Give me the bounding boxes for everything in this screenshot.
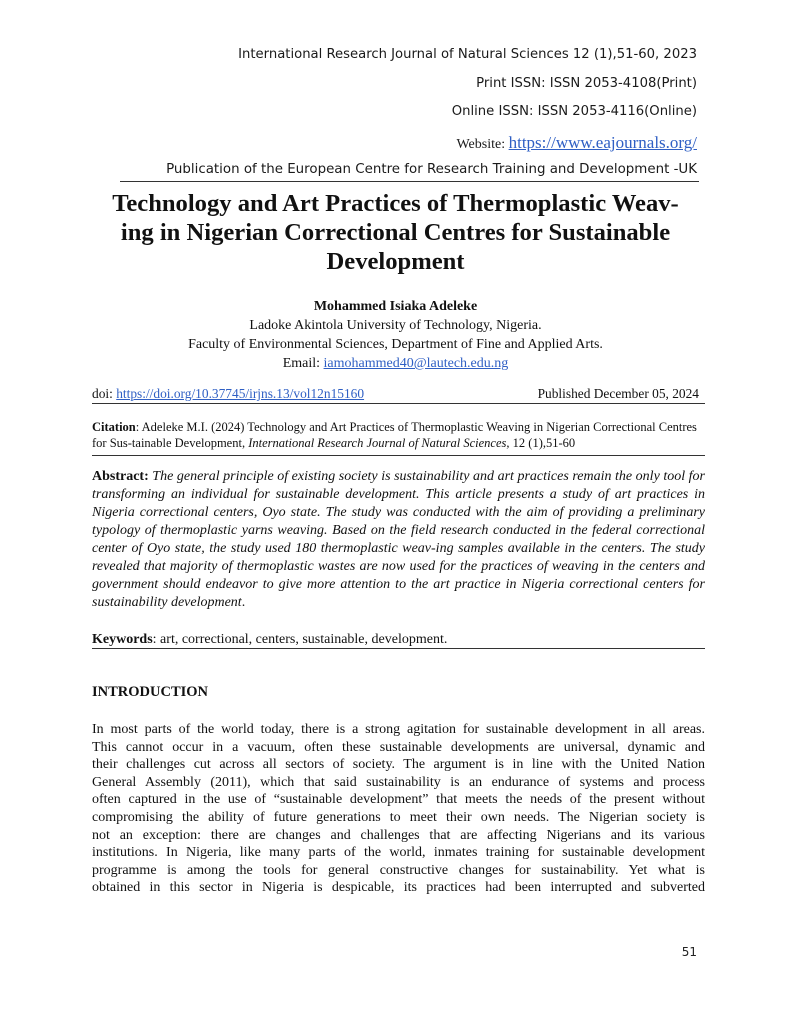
body-line: institutions. In Nigeria, like many parts of the world, inmates training for sustainable development (92, 845, 705, 861)
doi-row (92, 386, 705, 402)
print-issn: Print ISSN: ISSN 2053-4108(Print) (476, 76, 697, 91)
title-line: Development (326, 248, 465, 275)
website-label: Website: (456, 137, 509, 152)
abstract-text: The general principle of existing society is sustainability and art practices remain the only tool for transforming an individual for sustainable development. This article presents a study of art practices in Nigeria correctional centers, Oyo state. The study was conducted with the aim of providing a preliminary typology of thermoplastic yarns weaving. Based on the field research conducted in the federal correctional center of Oyo state, the study used 180 thermoplastic weav-ing samples available in the centers. The study revealed that majority of thermoplastic wastes are now used for the practices of weaving in the centers and government should endeavor to give more attention to the art practice in Nigeria correctional centers for sustainability development (92, 469, 705, 610)
abstract (92, 468, 705, 612)
abstract-label: Abstract: (92, 469, 149, 484)
author-email-line (80, 354, 711, 373)
page-number: 51 (681, 945, 697, 959)
title-line: Technology and Art Practices of Thermoplastic Weav- (112, 190, 679, 217)
publisher-line: Publication of the European Centre for Research Training and Development -UK (166, 162, 697, 177)
section-heading-introduction: INTRODUCTION (92, 684, 209, 700)
published-date: Published December 05, 2024 (537, 386, 699, 401)
citation-divider (92, 455, 705, 456)
journal-header-line: International Research Journal of Natural Sciences 12 (1),51-60, 2023 (238, 47, 697, 62)
title-line: ing in Nigerian Correctional Centres for Sustainable (120, 219, 671, 246)
body-line: their challenges cut across all sectors of society. The argument is in line with the United Nation (92, 757, 705, 773)
email-label: Email: (282, 356, 324, 371)
body-line: This cannot occur in a vacuum, often these sustainable developments are universal, dynamic and (92, 739, 705, 755)
doi-link[interactable]: https://doi.org/10.37745/irjns.13/vol12n15160 (116, 386, 365, 401)
doi-label: doi: (92, 386, 117, 401)
keywords (92, 631, 705, 649)
citation-label: Citation (92, 420, 136, 434)
header-divider (120, 181, 699, 182)
doi-divider (92, 403, 705, 404)
keywords-text: : art, correctional, centers, sustainable, development. (152, 632, 448, 647)
body-line: often captured in the use of “sustainable development” that meets the needs of the present without (92, 792, 705, 808)
abstract-end: . (241, 595, 246, 610)
website-line (456, 133, 697, 153)
citation-text: : Adeleke M.I. (2024) Technology and Art Practices of Thermoplastic Weaving in Nigerian Correctional Centres for Sus-tainable Development, (92, 420, 697, 450)
introduction-paragraph (92, 721, 705, 897)
affiliation-department: Faculty of Environmental Sciences, Department of Fine and Applied Arts. (188, 337, 603, 352)
email-link[interactable]: iamohammed40@lautech.edu.ng (323, 356, 509, 371)
body-line: obtained in this sector in Nigeria is despicable, its practices had been interrupted and subverted (92, 880, 705, 896)
online-issn: Online ISSN: ISSN 2053-4116(Online) (451, 104, 697, 119)
affiliation-university: Ladoke Akintola University of Technology, Nigeria. (249, 318, 542, 333)
body-line: General Assembly (2011), which that said sustainability is an endurance of systems and process (92, 774, 705, 790)
body-line: In most parts of the world today, there is a strong agitation for sustainable development in all areas. (92, 722, 705, 737)
citation-journal: International Research Journal of Natural Sciences, (248, 436, 510, 450)
body-line: programme is among the tools for general constructive changes for sustainability. Yet what is (92, 862, 705, 878)
article-title (80, 189, 711, 276)
author-block (80, 297, 711, 373)
citation-block (92, 419, 705, 451)
website-link[interactable]: https://www.eajournals.org/ (508, 133, 697, 152)
keywords-divider (92, 648, 705, 649)
citation-pages: 12 (1),51-60 (509, 436, 576, 450)
keywords-label: Keywords (92, 632, 153, 647)
body-line: compromising the ability of future generations to meet their own needs. The Nigerian society is (92, 809, 705, 825)
body-line: not an exception: there are changes and challenges that are affecting Nigerians and its various (92, 827, 705, 843)
author-name: Mohammed Isiaka Adeleke (313, 299, 478, 314)
